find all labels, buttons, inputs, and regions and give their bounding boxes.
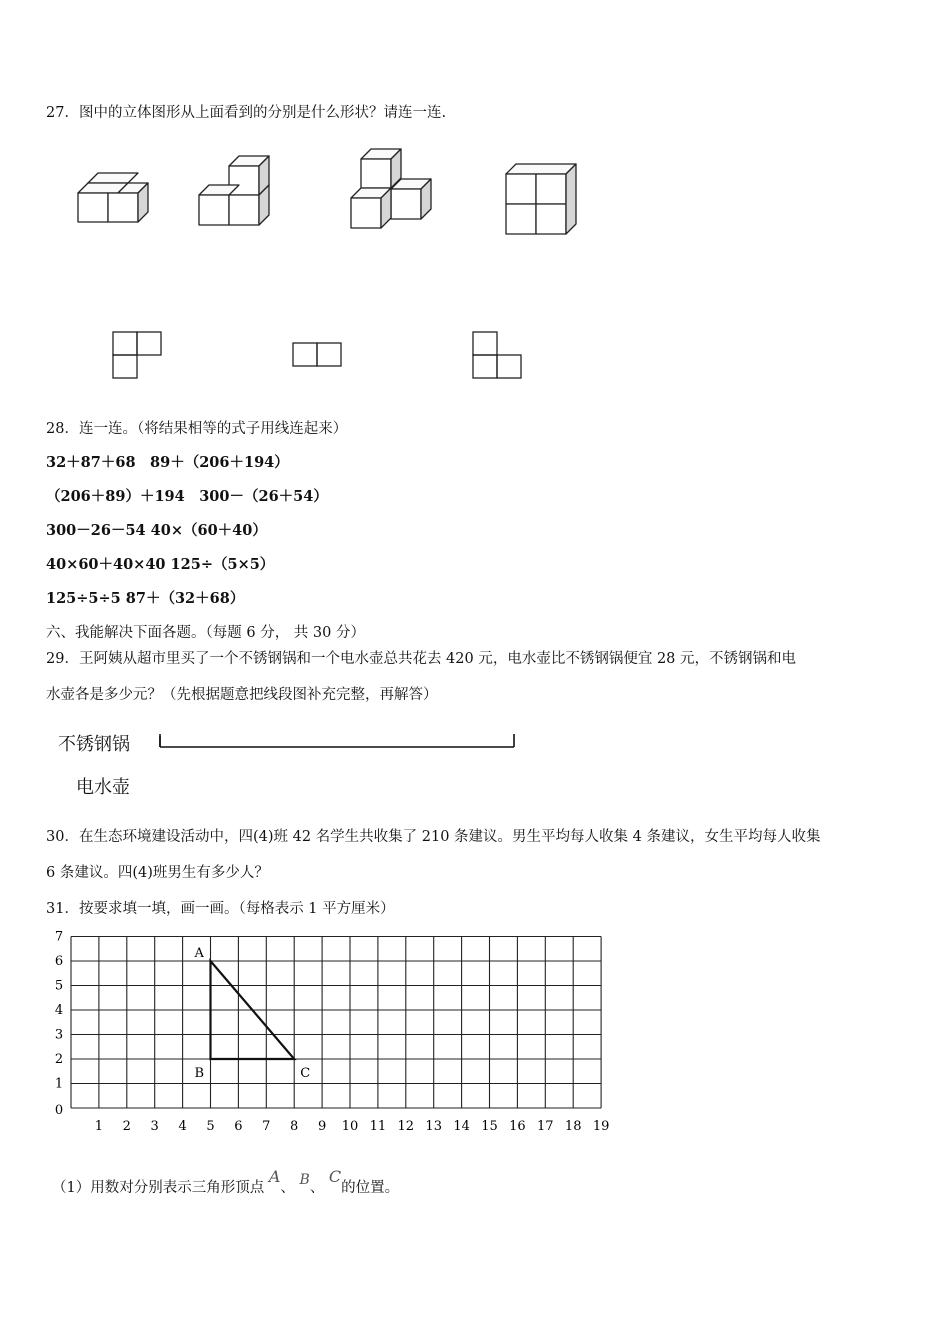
q28-row-5: 125÷5÷5 87＋（32＋68） [46, 590, 245, 607]
vertex-c: C [300, 1066, 311, 1081]
x-tick-label: 6 [234, 1119, 243, 1134]
y-tick-label: 3 [54, 1027, 64, 1043]
top-view-2 [293, 343, 341, 366]
x-tick-label: 1 [94, 1119, 104, 1134]
x-tick-label: 14 [453, 1119, 470, 1134]
vertex-a-label: A [268, 1167, 281, 1186]
q27-text: 27．图中的立体图形从上面看到的分别是什么形状？请连一连. [46, 105, 447, 121]
y-tick-label: 2 [54, 1052, 64, 1067]
x-tick-label: 13 [425, 1119, 442, 1134]
q30-line1: 30．在生态环境建设活动中，四(4)班 42 名学生共收集了 210 条建议。男生平均每人收集 4 条建议，女生平均每人收集 [46, 829, 821, 845]
x-tick-label: 18 [564, 1119, 582, 1134]
solid-4 [506, 164, 576, 234]
y-tick-label: 4 [54, 1003, 64, 1018]
x-tick-label: 17 [537, 1119, 554, 1134]
q31-sub1 [52, 1167, 400, 1197]
solid-1 [78, 173, 148, 222]
vertex-b-label: B [299, 1172, 310, 1188]
y-tick-label: 7 [54, 929, 64, 945]
q31-title: 31．按要求填一填，画一画。（每格表示 1 平方厘米） [46, 901, 395, 917]
solid-3 [351, 149, 431, 228]
q30-line2: 6 条建议。四(4)班男生有多少人？ [46, 865, 269, 881]
solid-2 [199, 156, 269, 225]
x-tick-label: 16 [509, 1119, 526, 1134]
q27-solids [0, 0, 950, 400]
x-tick-label: 15 [481, 1119, 498, 1134]
segment-diagram [0, 725, 950, 765]
x-tick-label: 7 [262, 1119, 271, 1134]
y-tick-label: 5 [54, 978, 64, 994]
q31-sub1-suffix: 的位置。 [341, 1180, 400, 1196]
section6-title: 六、我能解决下面各题。（每题 6 分， 共 30 分） [46, 625, 365, 641]
y-tick-label: 1 [54, 1076, 64, 1092]
vertex-c-label: C [328, 1167, 342, 1186]
x-tick-label: 5 [206, 1119, 215, 1134]
coordinate-grid [40, 930, 660, 1150]
x-tick-label: 2 [122, 1119, 131, 1134]
q28-row-1: 32＋87＋68 89＋（206＋194） [46, 454, 289, 471]
q29-line1: 29．王阿姨从超市里买了一个不锈钢锅和一个电水壶总共花去 420 元，电水壶比不锈钢锅便宜 28 元，不锈钢锅和电 [46, 651, 797, 667]
label-kettle: 电水壶 [76, 777, 130, 798]
top-view-1 [113, 332, 161, 378]
q28-row-4: 40×60＋40×40 125÷（5×5） [46, 556, 275, 573]
x-tick-label: 4 [178, 1119, 187, 1134]
vertex-b: B [194, 1066, 205, 1081]
y-tick-label: 6 [54, 954, 64, 969]
x-tick-label: 11 [369, 1119, 387, 1134]
q28-title: 28．连一连。（将结果相等的式子用线连起来） [46, 421, 348, 437]
q28-row-3: 300－26－54 40×（60＋40） [46, 522, 267, 539]
sep-1: 、 [280, 1180, 295, 1196]
top-view-3 [473, 332, 521, 378]
x-tick-label: 10 [341, 1119, 359, 1134]
label-pot: 不锈钢锅 [58, 734, 130, 755]
y-tick-label: 0 [54, 1103, 64, 1118]
x-tick-label: 3 [150, 1119, 159, 1134]
q29-line2: 水壶各是多少元？（先根据题意把线段图补充完整，再解答） [46, 687, 438, 703]
x-tick-label: 8 [290, 1119, 299, 1134]
q31-sub1-prefix: （1）用数对分别表示三角形顶点 [52, 1180, 265, 1196]
x-tick-label: 19 [592, 1119, 610, 1134]
x-tick-label: 12 [397, 1119, 415, 1134]
vertex-a: A [194, 946, 204, 961]
x-tick-label: 9 [317, 1119, 327, 1134]
q28-row-2: （206＋89）＋194 300－（26＋54） [46, 488, 328, 505]
sep-2: 、 [309, 1180, 325, 1196]
